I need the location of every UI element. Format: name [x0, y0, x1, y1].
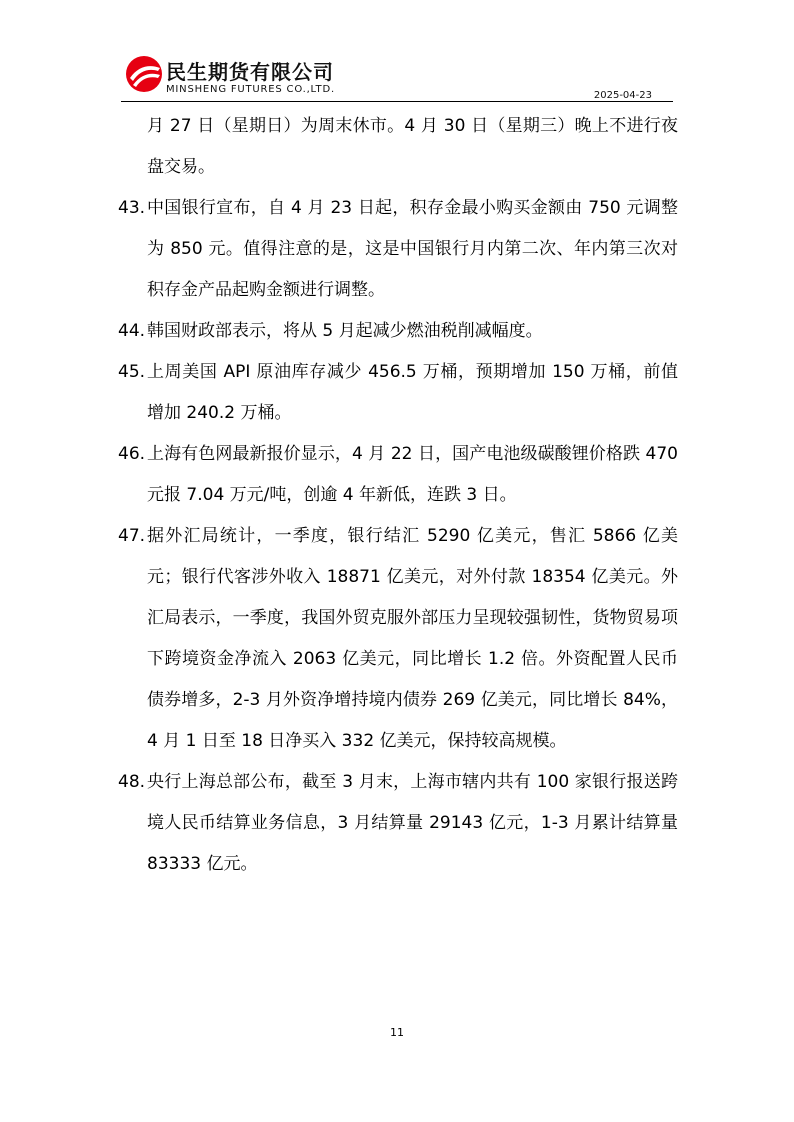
item-text: 央行上海总部公布，截至 3 月末，上海市辖内共有 100 家银行报送跨境人民币结算业务信息，3 月结算量 29143 亿元，1-3 月累计结算量 83333 亿元。 — [147, 772, 678, 874]
news-item — [118, 311, 678, 352]
item-number: 46. — [118, 444, 146, 464]
item-text: 上海有色网最新报价显示，4 月 22 日，国产电池级碳酸锂价格跌 470 元报 7.04 万元/吨，创逾 4 年新低，连跌 3 日。 — [147, 444, 678, 505]
news-item — [118, 188, 678, 311]
header-date: 2025-04-23 — [593, 90, 652, 101]
continuation-paragraph: 月 27 日（星期日）为周末休市。4 月 30 日（星期三）晚上不进行夜盘交易。 — [147, 116, 678, 177]
document-body — [118, 106, 678, 885]
minsheng-logo-icon — [124, 54, 164, 94]
item-text: 中国银行宣布，自 4 月 23 日起，积存金最小购买金额由 750 元调整为 850 元。值得注意的是，这是中国银行月内第二次、年内第三次对积存金产品起购金额进行调整。 — [147, 198, 678, 300]
news-item — [118, 352, 678, 434]
news-item — [118, 516, 678, 762]
page-number: 11 — [390, 1026, 404, 1039]
item-text: 据外汇局统计，一季度，银行结汇 5290 亿美元，售汇 5866 亿美元；银行代客涉外收入 18871 亿美元，对外付款 18354 亿美元。外汇局表示，一季度，我国外贸克服外部压力呈现较强韧性，货物贸易项下跨境资金净流入 2063 亿美元，同比增长 1.2 倍。外资配置人民币债券增多，2-3 月外资净增持境内债券 269 亿美元，同比增长 84%，4 月 1 日至 18 日净买入 332 亿美元，保持较高规模。 — [147, 526, 678, 751]
company-name-en: MINSHENG FUTURES CO.,LTD. — [166, 84, 335, 95]
item-number: 48. — [118, 772, 146, 792]
item-text: 上周美国 API 原油库存减少 456.5 万桶，预期增加 150 万桶，前值增加 240.2 万桶。 — [147, 362, 678, 423]
item-number: 44. — [118, 321, 146, 341]
news-item — [118, 762, 678, 885]
header-divider — [121, 101, 673, 102]
company-name-cn: 民生期货有限公司 — [166, 60, 334, 84]
news-item — [118, 434, 678, 516]
item-number: 45. — [118, 362, 146, 382]
page-header — [120, 50, 674, 102]
item-number: 43. — [118, 198, 146, 218]
item-number: 47. — [118, 526, 146, 546]
item-text: 韩国财政部表示，将从 5 月起减少燃油税削减幅度。 — [147, 321, 543, 341]
